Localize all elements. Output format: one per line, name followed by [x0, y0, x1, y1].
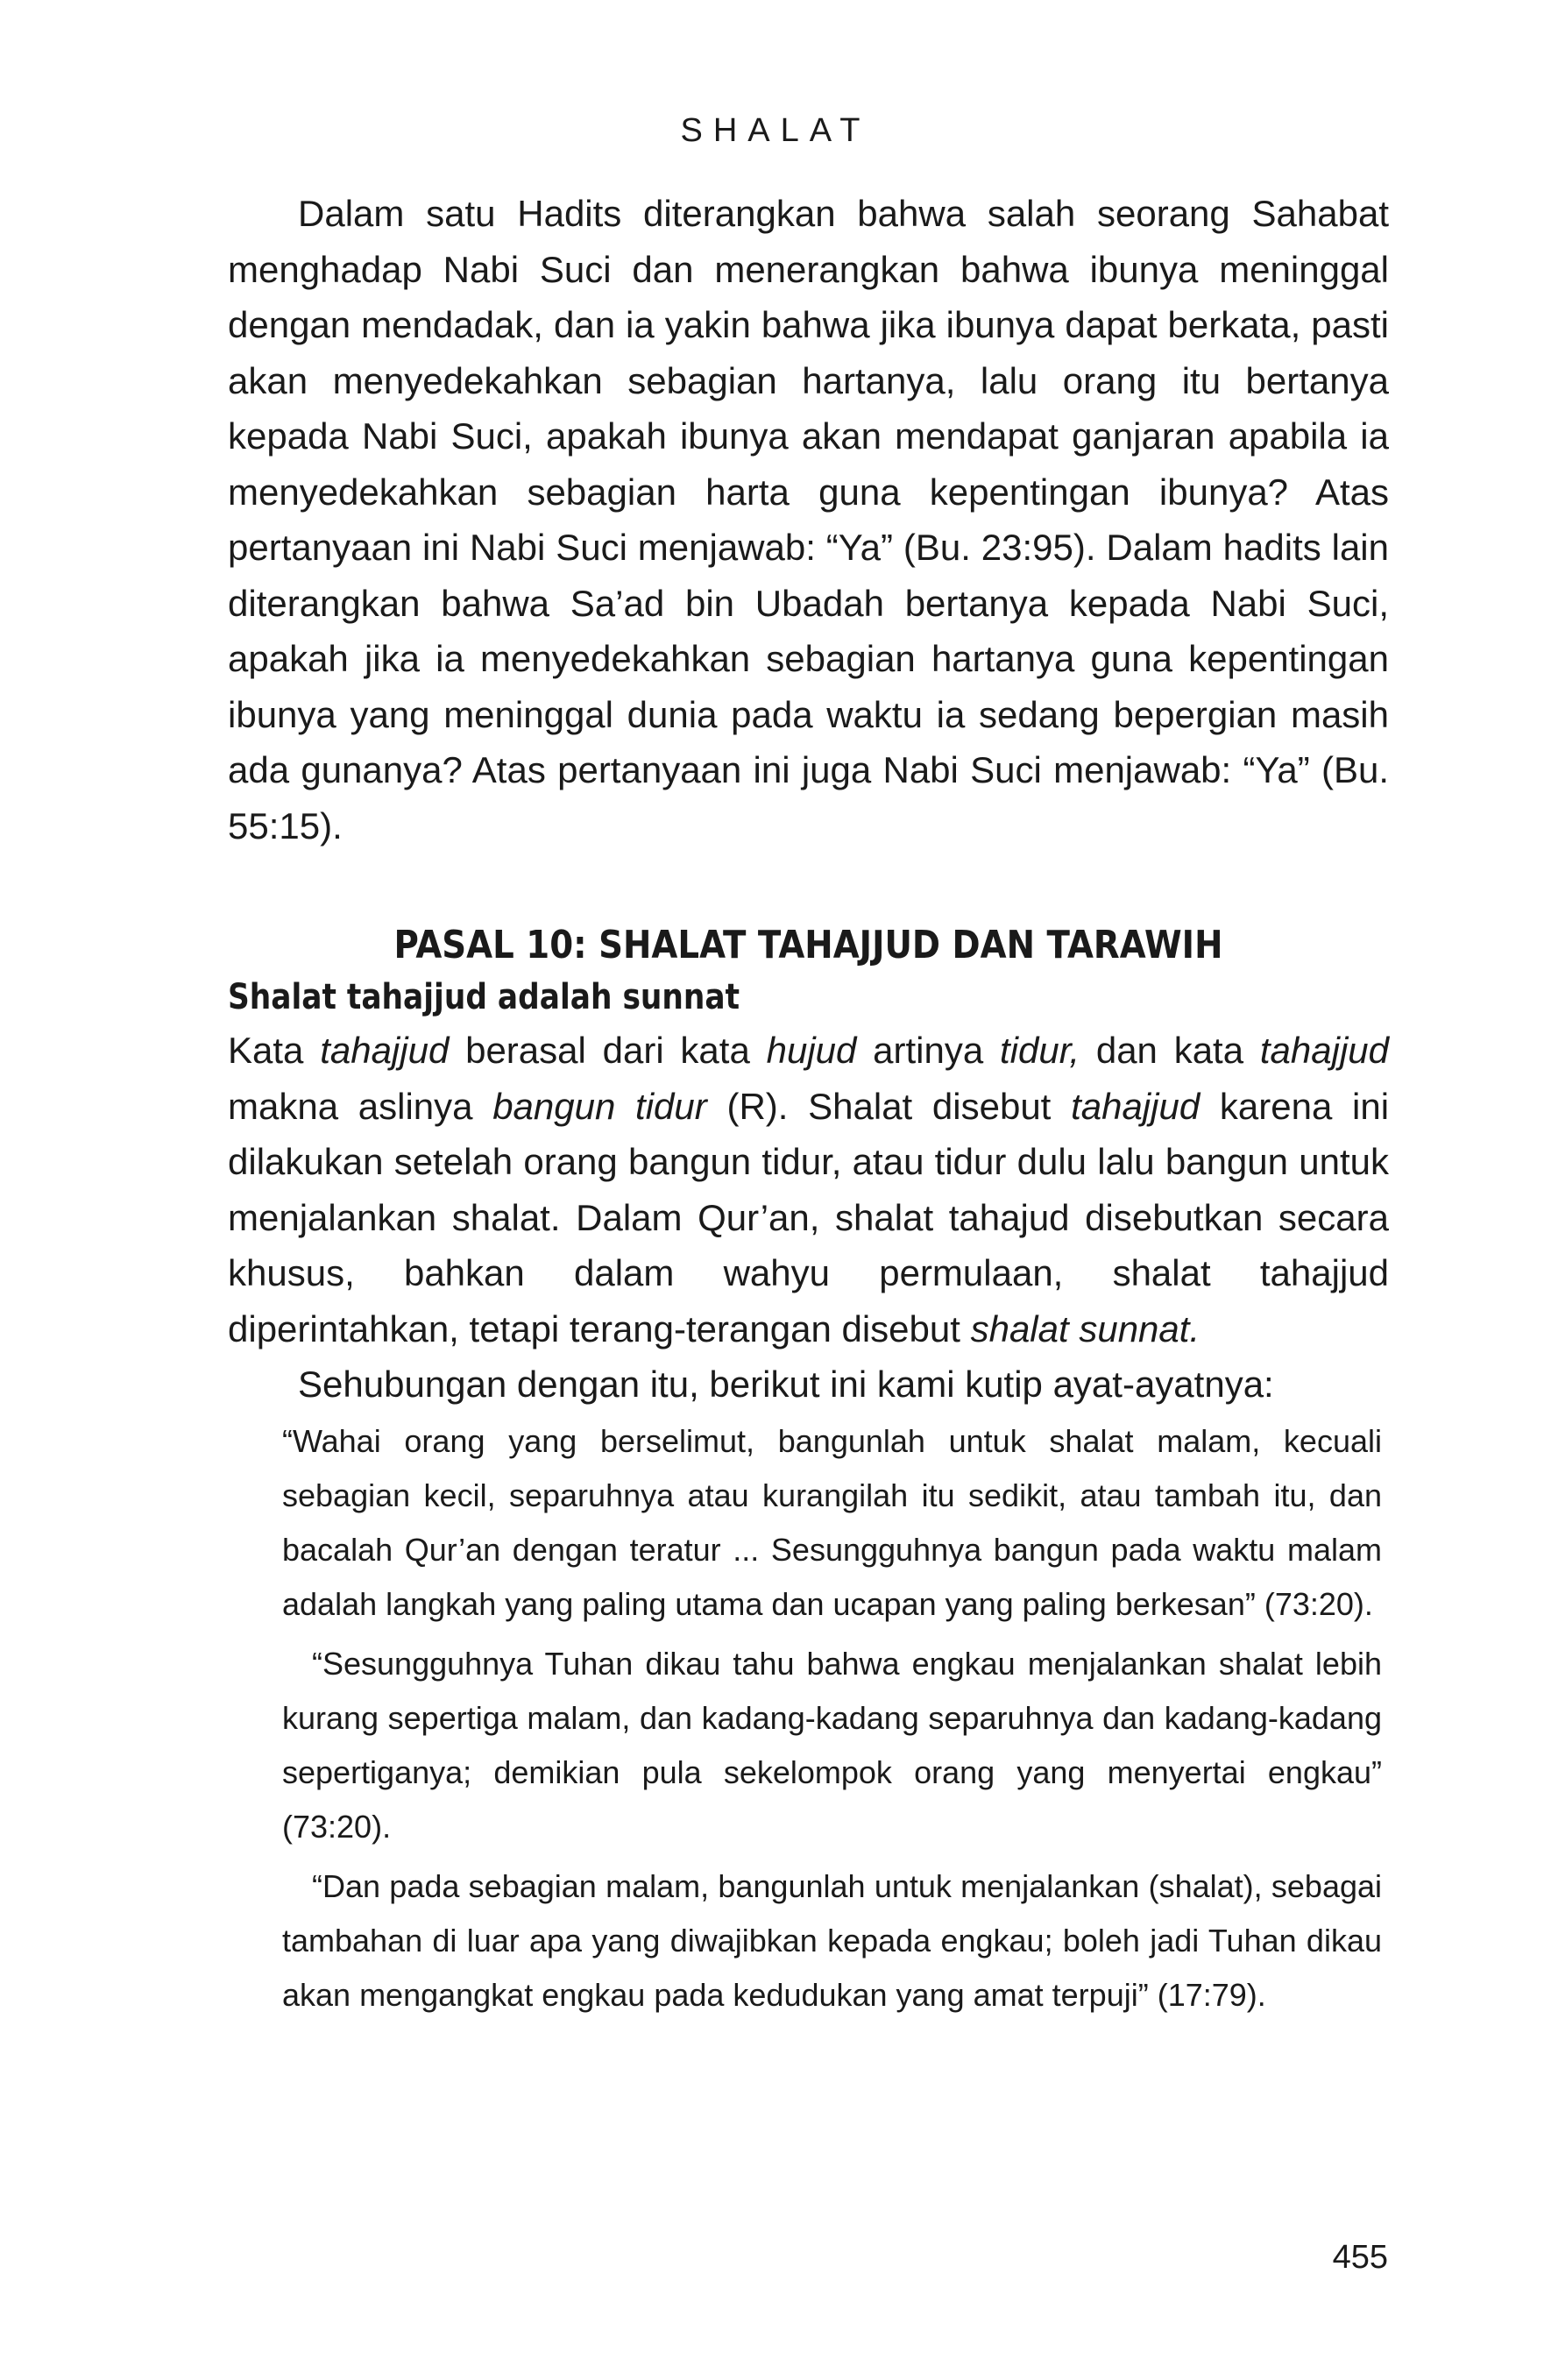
running-head: SHALAT [680, 112, 871, 149]
text-run: berasal dari kata [449, 1030, 767, 1071]
page-number: 455 [1332, 2239, 1388, 2276]
body-paragraph: Dalam satu Hadits diterangkan bahwa salah seorang Sahabat menghadap Nabi Suci dan menerangkan bahwa ibunya meninggal dengan mendadak, dan ia yakin bahwa jika ibunya dapat berkata, pasti akan menyedekahkan sebagian hartanya, lalu orang itu bertanya kepada Nabi Suci, apakah ibunya akan mendapat ganjaran apabila ia menyedekahkan sebagian harta guna kepentingan ibunya? Atas pertanyaan ini Nabi Suci menjawab: “Ya” (Bu. 23:95). Dalam hadits lain diterangkan bahwa Sa’ad bin Ubadah bertanya kepada Nabi Suci, apakah jika ia menyedekahkan sebagian hartanya guna kepentingan ibunya yang meninggal dunia pada waktu ia sedang bepergian masih ada gunanya? Atas pertanyaan ini juga Nabi Suci menjawab: “Ya” (Bu. 55:15). [228, 193, 1389, 846]
italic-term: tidur, [1000, 1030, 1080, 1071]
chapter-title: PASAL 10: SHALAT TAHAJJUD DAN TARAWIH [393, 923, 1223, 967]
italic-term: tahajjud [1071, 1085, 1200, 1127]
text-run: dan kata [1080, 1030, 1260, 1071]
quote-text: “Dan pada sebagian malam, bangunlah untuk menjalankan (shalat), sebagai tambahan di luar apa yang diwajibkan kepada engkau; boleh jadi Tuhan dikau akan mengangkat engkau pada kedudukan yang amat terpuji” (17:79). [282, 1867, 1382, 2013]
section-subheading: Shalat tahajjud adalah sunnat [228, 977, 740, 1017]
text-run: artinya [856, 1030, 1000, 1071]
text-run: Kata [228, 1030, 321, 1071]
italic-term: tahajjud [1259, 1030, 1389, 1071]
quran-quote: “Wahai orang yang berselimut, bangunlah untuk shalat malam, kecuali sebagian kecil, separuhnya atau kurangilah itu sedikit, atau tambah itu, dan bacalah Qur’an dengan teratur ... Sesungguhnya bangun pada waktu malam adalah langkah yang paling utama dan ucapan yang paling berkesan” (73:20). [282, 1422, 1382, 1622]
italic-term: bangun tidur [492, 1085, 707, 1127]
quran-quote [282, 1859, 1382, 2022]
page-body [228, 186, 1389, 2022]
quote-text: “Sesungguhnya Tuhan dikau tahu bahwa engkau menjalankan shalat lebih kurang sepertiga malam, dan kadang-kadang separuhnya dan kadang-kadang sepertiganya; demikian pula sekelompok orang yang menyertai engkau” (73:20). [282, 1645, 1382, 1845]
italic-term: hujud [766, 1030, 857, 1071]
text-run: makna aslinya [228, 1085, 493, 1127]
body-paragraph [228, 1023, 1389, 1356]
italic-term: tahajjud [320, 1030, 450, 1071]
text-run: karena ini dilakukan setelah orang bangun tidur, atau tidur dulu lalu bangun untuk menjalankan shalat. Dalam Qur’an, shalat tahajud disebutkan secara khusus, bahkan dalam wahyu permulaan, shalat tahajjud diperintahkan, tetapi terang-terangan disebut [228, 1085, 1390, 1349]
italic-term: shalat sunnat. [970, 1307, 1200, 1349]
body-paragraph: Sehubungan dengan itu, berikut ini kami kutip ayat-ayatnya: [298, 1364, 1274, 1405]
quran-quote [282, 1637, 1382, 1854]
text-run: (R). Shalat disebut [706, 1085, 1072, 1127]
